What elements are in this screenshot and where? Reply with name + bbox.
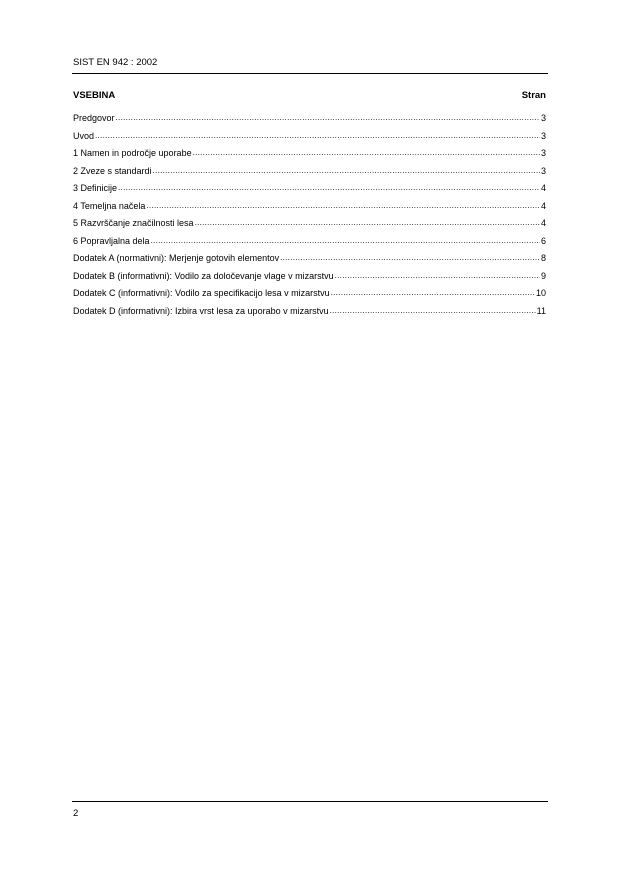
toc-dot-leader [153, 162, 540, 180]
toc-entry-title: Dodatek B (informativni): Vodilo za določevanje vlage v mizarstvu [73, 270, 334, 281]
toc-entry-page: 6 [540, 235, 546, 246]
toc-entry-page: 9 [540, 270, 546, 281]
toc-dot-leader [331, 284, 535, 302]
toc-entry-page: 3 [540, 148, 546, 158]
toc-entry-page: 8 [540, 253, 546, 263]
toc-entry[interactable] [73, 233, 546, 251]
toc-entry[interactable] [73, 128, 546, 146]
toc-dot-leader [193, 144, 540, 162]
toc-dot-leader [280, 249, 540, 267]
header-divider [72, 73, 548, 74]
toc-entry-page: 4 [540, 183, 546, 193]
toc-dot-leader [195, 214, 540, 232]
toc-dot-leader [118, 179, 540, 197]
toc-entry-page: 3 [540, 113, 546, 123]
toc-entry-page: 4 [540, 200, 546, 211]
toc-entry-title: 1 Namen in področje uporabe [73, 148, 192, 158]
toc-entry[interactable] [73, 285, 546, 303]
toc-entry-title: 6 Popravljalna dela [73, 235, 150, 246]
toc-page-column-label: Stran [521, 90, 546, 101]
toc-entry-title: Dodatek C (informativni): Vodilo za specifikacijo lesa v mizarstvu [73, 288, 330, 298]
toc-entry-title: Predgovor [73, 113, 115, 123]
toc-entry[interactable] [73, 268, 546, 286]
toc-entry[interactable] [73, 180, 546, 198]
toc-dot-leader [335, 267, 540, 285]
toc-entry-page: 11 [536, 305, 546, 316]
toc-list [73, 110, 546, 320]
toc-entry-title: Dodatek D (informativni): Izbira vrst lesa za uporabo v mizarstvu [73, 305, 329, 316]
page-number: 2 [73, 808, 79, 819]
toc-entry[interactable] [73, 110, 546, 128]
toc-dot-leader [95, 127, 540, 145]
toc-entry[interactable] [73, 163, 546, 181]
toc-entry-title: Uvod [73, 130, 95, 141]
toc-dot-leader [151, 232, 540, 250]
toc-dot-leader [116, 109, 540, 127]
toc-heading-row [73, 90, 546, 102]
toc-dot-leader [146, 197, 540, 215]
toc-entry-page: 3 [540, 130, 546, 141]
toc-title: VSEBINA [73, 90, 116, 101]
toc-entry[interactable] [73, 303, 546, 321]
toc-entry-page: 10 [535, 288, 546, 298]
toc-entry[interactable] [73, 250, 546, 268]
toc-entry-title: 2 Zveze s standardi [73, 165, 152, 176]
document-id: SIST EN 942 : 2002 [73, 57, 158, 68]
toc-entry-title: 4 Temeljna načela [73, 200, 146, 211]
toc-entry-title: 5 Razvrščanje značilnosti lesa [73, 218, 194, 228]
toc-dot-leader [330, 302, 536, 320]
toc-entry-title: 3 Definicije [73, 183, 118, 193]
toc-entry[interactable] [73, 145, 546, 163]
toc-entry-page: 4 [540, 218, 546, 228]
toc-entry-title: Dodatek A (normativni): Merjenje gotovih elementov [73, 253, 280, 263]
toc-entry[interactable] [73, 215, 546, 233]
toc-entry-page: 3 [540, 165, 546, 176]
footer-divider [72, 801, 548, 802]
toc-entry[interactable] [73, 198, 546, 216]
